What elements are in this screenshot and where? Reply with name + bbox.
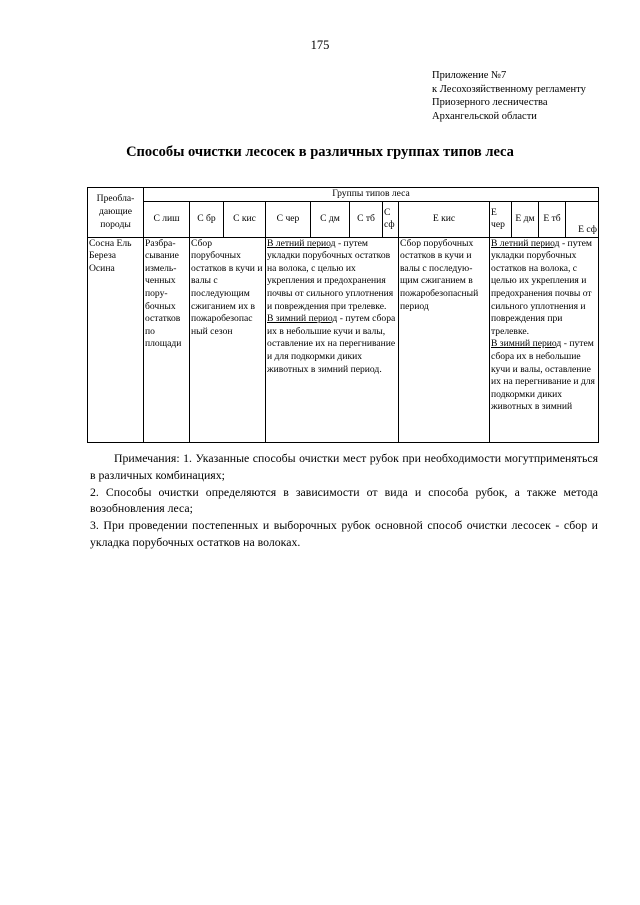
cell-c-cher-tb — [266, 237, 399, 442]
column-header: С кис — [224, 201, 266, 237]
appendix-block — [432, 69, 586, 123]
column-header: С чер — [266, 201, 311, 237]
cell-c-lish: Разбра-сывание измель-ченных пору-бочных остатков по площади — [144, 237, 190, 442]
table-row — [88, 237, 599, 442]
column-header: С тб — [350, 201, 383, 237]
appendix-line: Архангельской области — [432, 110, 537, 122]
header-forest-groups: Группы типов леса — [144, 188, 599, 202]
appendix-line: к Лесохозяйственному регламенту — [432, 83, 586, 95]
column-header: С сф — [383, 201, 399, 237]
note-paragraph: 2. Способы очистки определяются в зависимости от вида и способа рубок, а также метода возобновления леса; — [90, 484, 598, 516]
note-paragraph: 3. При проведении постепенных и выборочных рубок основной способ очистки лесосек - сбор и укладка порубочных остатков на волоках. — [90, 518, 598, 549]
cell-e-kis: Сбор порубочных остатков в кучи и валы с последую-щим сжиганием в пожаробезопасный период — [399, 237, 490, 442]
summer-period-text: - путем укладки порубочных остатков на волока, с целью их укрепления и предохранения почвы от сильного уплотнения и повреждения при трелевке. — [491, 237, 593, 337]
species-line: Осина — [89, 262, 115, 274]
note-paragraph: Примечания: 1. Указанные способы очистки мест рубок при необходимости могутприменяться в различных комбинациях; — [90, 451, 598, 482]
page-number: 175 — [310, 38, 330, 52]
summer-period-text: - путем укладки порубочных остатков на волока, с целью их укрепления и предохранения почвы от сильного уплотнения и повреждения при трелевке. — [267, 237, 394, 312]
winter-period-label: В зимний период — [491, 338, 562, 350]
column-header: Е тб — [539, 201, 566, 237]
notes-block — [90, 450, 598, 551]
winter-period-text: - путем сбора их в небольшие кучи и валы, оставление их на перегнивание и для подкормки диких животных в зимний — [491, 338, 595, 413]
cell-c-br-kis: Сбор порубочных остатков в кучи и валы с последующим сжиганием их в пожаробезопас ный сезон — [190, 237, 266, 442]
column-header: Е чер — [490, 201, 512, 237]
winter-period-text: - путем сбора их в небольшие кучи и валы, оставление их на перегнивание и для подкормки диких животных в зимний период. — [267, 313, 396, 375]
appendix-line: Приложение №7 — [432, 70, 507, 81]
column-header: С лиш — [144, 201, 190, 237]
species-line: Береза — [89, 250, 116, 262]
cell-species — [88, 237, 144, 442]
summer-period-label: В летний период — [267, 237, 336, 249]
species-line: Сосна Ель — [89, 237, 132, 249]
column-header: С дм — [311, 201, 350, 237]
summer-period-label: В летний период — [491, 237, 560, 249]
column-header: Е кис — [399, 201, 490, 237]
column-header: Е сф — [566, 201, 599, 237]
appendix-line: Приозерного лесничества — [432, 97, 548, 109]
document-title: Способы очистки лесосек в различных группах типов леса — [126, 144, 514, 160]
header-species: Преобла-дающие породы — [88, 188, 144, 238]
winter-period-label: В зимний период — [267, 313, 338, 325]
cleaning-methods-table — [87, 187, 599, 443]
column-header: Е дм — [512, 201, 539, 237]
column-header: С бр — [190, 201, 224, 237]
cell-e-cher-sf — [490, 237, 599, 442]
